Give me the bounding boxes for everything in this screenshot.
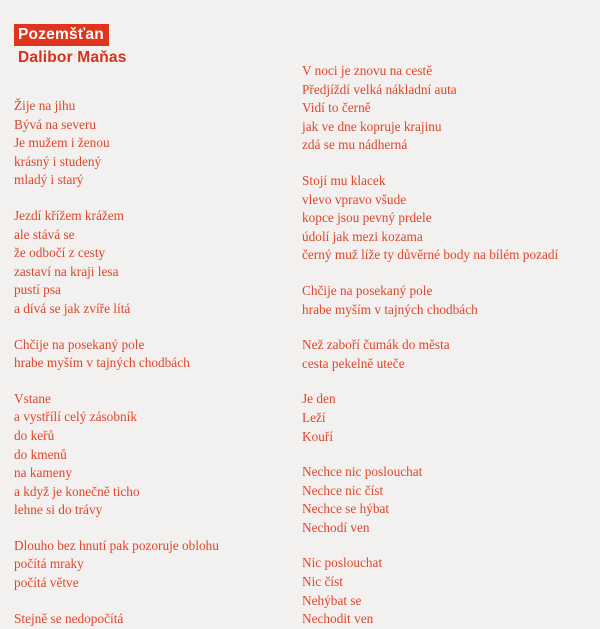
poem-line: že odbočí z cesty — [14, 245, 106, 261]
poem-line: pustí psa — [14, 282, 61, 298]
poem-line: Nechce se hýbat — [302, 501, 390, 517]
poem-line: Nic číst — [302, 574, 343, 590]
stanza — [302, 554, 592, 628]
poem-line: cesta pekelně uteče — [302, 355, 405, 371]
poem-line: Nechodí ven — [302, 519, 370, 535]
poem-line: Nechce nic poslouchat — [302, 464, 423, 480]
poem-line: krásný i studený — [14, 153, 102, 169]
stanza — [302, 282, 592, 319]
poem-line: mladý i starý — [14, 172, 84, 188]
poem-line: Je mužem i ženou — [14, 135, 110, 151]
poem-line: Nehýbat se — [302, 592, 362, 608]
poem-line: Vstane — [14, 390, 51, 406]
poem-line: zdá se mu nádherná — [302, 137, 408, 153]
poem-line: Leží — [302, 409, 326, 425]
poem-line: a vystřílí celý zásobník — [14, 409, 137, 425]
author-name: Dalibor Maňas — [18, 49, 127, 67]
title-block — [14, 24, 254, 68]
stanza — [302, 62, 592, 155]
stanza — [14, 336, 284, 373]
poem-line: zastaví na kraji lesa — [14, 263, 119, 279]
stanza — [302, 172, 592, 265]
stanza — [302, 336, 592, 373]
poem-line: kopce jsou pevný prdele — [302, 210, 432, 226]
poem-line: Než zaboří čumák do města — [302, 337, 450, 353]
poem-line: Dlouho bez hnutí pak pozoruje oblohu — [14, 537, 219, 553]
poem-line: lehne si do trávy — [14, 502, 103, 518]
poem-line: Chčije na posekaný pole — [14, 336, 145, 352]
poem-line: údolí jak mezi kozama — [302, 228, 423, 244]
poem-line: Předjíždí velká nákladní auta — [302, 81, 457, 97]
stanza — [14, 97, 284, 190]
stanza — [14, 537, 284, 593]
stanza — [302, 390, 592, 446]
poem-line: počítá mraky — [14, 556, 84, 572]
poem-line: hrabe myším v tajných chodbách — [14, 355, 190, 371]
poem-line: Nic poslouchat — [302, 555, 383, 571]
poem-line: Chčije na posekaný pole — [302, 282, 433, 298]
poem-line: do keřů — [14, 427, 55, 443]
stanza — [14, 610, 284, 629]
poem-line: ale stává se — [14, 226, 75, 242]
poem-line: Je den — [302, 391, 336, 407]
poem-line: a když je konečně ticho — [14, 483, 140, 499]
poem-line: V noci je znovu na cestě — [302, 63, 433, 78]
poem-line: Nechce nic číst — [302, 482, 384, 498]
poem-line: Bývá na severu — [14, 116, 96, 132]
poem-line: černý muž líže ty důvěrné body na bílém pozadí — [302, 247, 559, 263]
poem-line: Kouří — [302, 428, 334, 444]
poem-line: počítá větve — [14, 575, 79, 591]
poem-line: a dívá se jak zvíře lítá — [14, 300, 131, 316]
stanza — [302, 463, 592, 537]
stanza — [14, 390, 284, 520]
page-title: Pozemšťan — [14, 24, 109, 46]
poem-line: Vidí to černě — [302, 100, 371, 116]
poem-line: hrabe myším v tajných chodbách — [302, 301, 478, 317]
poem-line: Jezdí křížem krážem — [14, 207, 125, 223]
stanza — [14, 207, 284, 319]
poem-line: Nechodit ven — [302, 611, 374, 627]
poem-line: Žije na jihu — [14, 98, 76, 113]
right-column — [302, 62, 592, 629]
poem-line: Stejně se nedopočítá — [14, 610, 124, 626]
left-column — [14, 97, 284, 628]
poem-line: jak ve dne kopruje krajinu — [302, 118, 442, 134]
poem-line: Stojí mu klacek — [302, 172, 386, 188]
poem-line: do kmenů — [14, 446, 67, 462]
poem-line: na kameny — [14, 465, 72, 481]
poem-line: vlevo vpravo všude — [302, 191, 407, 207]
